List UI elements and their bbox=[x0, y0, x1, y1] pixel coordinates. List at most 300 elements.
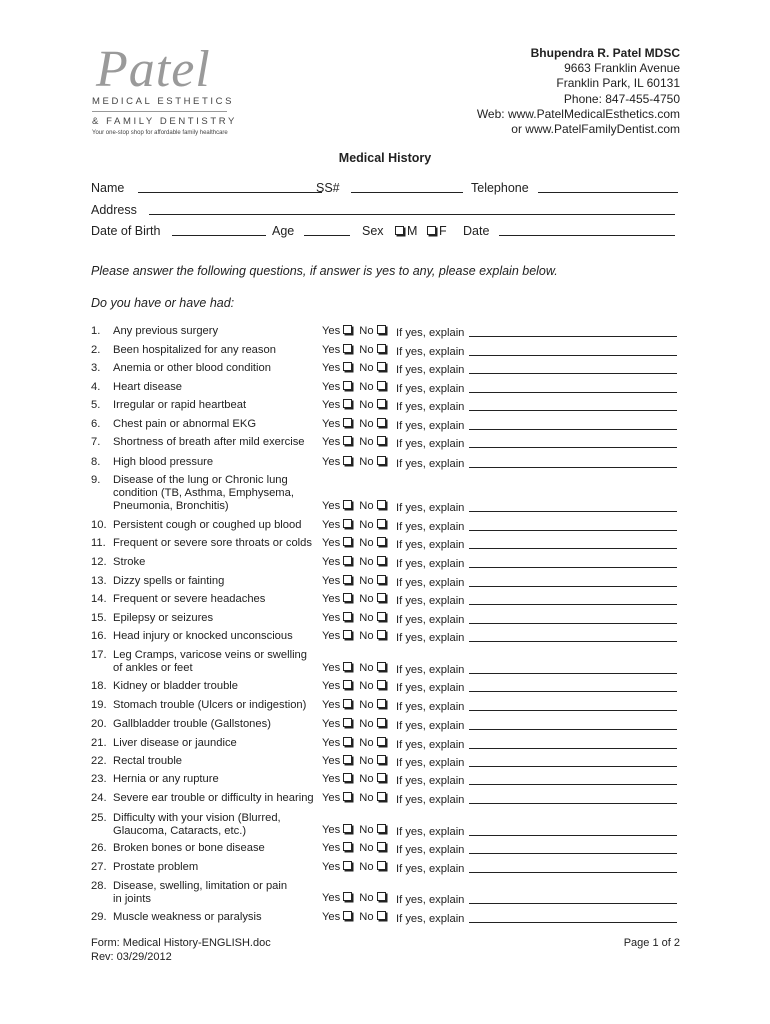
explain-line[interactable] bbox=[469, 718, 677, 730]
no-label: No bbox=[359, 718, 374, 730]
yes-no-group bbox=[322, 842, 389, 855]
question-text: Prostate problem bbox=[113, 861, 199, 873]
explain-label: If yes, explain bbox=[396, 739, 465, 751]
footer-form-info bbox=[91, 937, 271, 964]
name-field[interactable] bbox=[91, 181, 322, 195]
explain-line[interactable] bbox=[469, 344, 677, 356]
no-checkbox[interactable] bbox=[377, 418, 386, 427]
question-number: 13. bbox=[91, 575, 107, 587]
question-number: 23. bbox=[91, 773, 107, 785]
yes-label: Yes bbox=[322, 381, 341, 393]
instructions: Please answer the following questions, if answer is yes to any, please explain below. bbox=[91, 264, 558, 278]
ss-field[interactable] bbox=[316, 181, 463, 195]
yes-no-group bbox=[322, 537, 389, 550]
yes-checkbox[interactable] bbox=[343, 325, 352, 334]
yes-label: Yes bbox=[322, 718, 341, 730]
question-number: 4. bbox=[91, 381, 101, 393]
yes-label: Yes bbox=[322, 699, 341, 711]
explain-field[interactable] bbox=[396, 861, 677, 876]
explain-line[interactable] bbox=[469, 436, 677, 448]
question-text: Shortness of breath after mild exercise bbox=[113, 436, 305, 448]
no-label: No bbox=[359, 630, 374, 642]
explain-field[interactable] bbox=[396, 325, 677, 340]
question-text: Heart disease bbox=[113, 381, 183, 393]
age-label: Age bbox=[272, 224, 295, 238]
question-number: 6. bbox=[91, 418, 101, 430]
question-text: Stroke bbox=[113, 556, 146, 568]
no-checkbox[interactable] bbox=[377, 344, 386, 353]
question-number: 8. bbox=[91, 456, 101, 468]
explain-field[interactable] bbox=[396, 556, 677, 571]
question-text: Irregular or rapid heartbeat bbox=[113, 399, 247, 411]
ss-line[interactable] bbox=[351, 181, 463, 193]
footer-page-number: Page 1 of 2 bbox=[623, 937, 680, 949]
yes-checkbox[interactable] bbox=[343, 500, 352, 509]
no-checkbox[interactable] bbox=[377, 755, 386, 764]
question-number: 22. bbox=[91, 755, 107, 767]
explain-line[interactable] bbox=[469, 593, 677, 605]
no-checkbox[interactable] bbox=[377, 662, 386, 671]
explain-label: If yes, explain bbox=[396, 757, 465, 769]
yes-no-group bbox=[322, 630, 389, 643]
yes-checkbox[interactable] bbox=[343, 911, 352, 920]
question-text: Rectal trouble bbox=[113, 755, 183, 767]
age-field[interactable] bbox=[272, 224, 350, 238]
explain-line[interactable] bbox=[469, 699, 677, 711]
yes-no-group bbox=[322, 792, 389, 805]
no-checkbox[interactable] bbox=[377, 612, 386, 621]
yes-checkbox[interactable] bbox=[343, 861, 352, 870]
no-checkbox[interactable] bbox=[377, 399, 386, 408]
dob-line[interactable] bbox=[172, 224, 266, 236]
no-checkbox[interactable] bbox=[377, 325, 386, 334]
explain-label: If yes, explain bbox=[396, 558, 465, 570]
yes-label: Yes bbox=[322, 792, 341, 804]
question-number: 10. bbox=[91, 519, 107, 531]
yes-no-group bbox=[322, 519, 389, 532]
explain-label: If yes, explain bbox=[396, 632, 465, 644]
explain-field[interactable] bbox=[396, 456, 677, 471]
yes-label: Yes bbox=[322, 500, 341, 512]
no-label: No bbox=[359, 892, 374, 904]
no-label: No bbox=[359, 537, 374, 549]
no-checkbox[interactable] bbox=[377, 381, 386, 390]
no-checkbox[interactable] bbox=[377, 593, 386, 602]
explain-label: If yes, explain bbox=[396, 502, 465, 514]
question-text: Severe ear trouble or difficulty in hearing bbox=[113, 792, 314, 804]
explain-field[interactable] bbox=[396, 399, 677, 414]
explain-label: If yes, explain bbox=[396, 794, 465, 806]
yes-checkbox[interactable] bbox=[343, 456, 352, 465]
question-number: 1. bbox=[91, 325, 101, 337]
footer-revision: Rev: 03/29/2012 bbox=[91, 950, 172, 963]
yes-checkbox[interactable] bbox=[343, 773, 352, 782]
no-label: No bbox=[359, 593, 374, 605]
explain-field[interactable] bbox=[396, 519, 677, 534]
yes-label: Yes bbox=[322, 773, 341, 785]
explain-line[interactable] bbox=[469, 362, 677, 374]
question-text: Head injury or knocked unconscious bbox=[113, 630, 293, 642]
yes-no-group bbox=[322, 436, 389, 449]
question-text: Epilepsy or seizures bbox=[113, 612, 214, 624]
no-checkbox[interactable] bbox=[377, 892, 386, 901]
explain-field[interactable] bbox=[396, 418, 677, 433]
no-label: No bbox=[359, 792, 374, 804]
name-label: Name bbox=[91, 181, 125, 195]
no-label: No bbox=[359, 519, 374, 531]
yes-no-group bbox=[322, 718, 389, 731]
explain-field[interactable] bbox=[396, 792, 677, 807]
explain-line[interactable] bbox=[469, 556, 677, 568]
date-field[interactable] bbox=[463, 224, 675, 238]
yes-no-group bbox=[322, 911, 389, 924]
explain-line[interactable] bbox=[469, 861, 677, 873]
yes-no-group bbox=[322, 456, 389, 469]
no-checkbox[interactable] bbox=[377, 824, 386, 833]
address-label: Address bbox=[91, 203, 137, 217]
explain-label: If yes, explain bbox=[396, 664, 465, 676]
explain-label: If yes, explain bbox=[396, 595, 465, 607]
yes-label: Yes bbox=[322, 911, 341, 923]
question-number: 25. bbox=[91, 812, 107, 824]
explain-line[interactable] bbox=[469, 662, 677, 674]
yes-no-group bbox=[322, 381, 389, 394]
no-checkbox[interactable] bbox=[377, 436, 386, 445]
yes-checkbox[interactable] bbox=[343, 718, 352, 727]
explain-label: If yes, explain bbox=[396, 327, 465, 339]
no-checkbox[interactable] bbox=[377, 537, 386, 546]
yes-label: Yes bbox=[322, 456, 341, 468]
yes-no-group bbox=[322, 399, 389, 412]
explain-label: If yes, explain bbox=[396, 614, 465, 626]
explain-field[interactable] bbox=[396, 381, 677, 396]
no-label: No bbox=[359, 575, 374, 587]
yes-checkbox[interactable] bbox=[343, 662, 352, 671]
no-checkbox[interactable] bbox=[377, 773, 386, 782]
no-checkbox[interactable] bbox=[377, 861, 386, 870]
explain-field[interactable] bbox=[396, 755, 677, 770]
yes-label: Yes bbox=[322, 556, 341, 568]
no-label: No bbox=[359, 737, 374, 749]
explain-field[interactable] bbox=[396, 612, 677, 627]
explain-line[interactable] bbox=[469, 519, 677, 531]
address-field[interactable] bbox=[91, 203, 675, 217]
yes-checkbox[interactable] bbox=[343, 737, 352, 746]
explain-line[interactable] bbox=[469, 755, 677, 767]
yes-label: Yes bbox=[322, 737, 341, 749]
question-number: 12. bbox=[91, 556, 107, 568]
explain-label: If yes, explain bbox=[396, 420, 465, 432]
yes-checkbox[interactable] bbox=[343, 824, 352, 833]
no-label: No bbox=[359, 325, 374, 337]
explain-field[interactable] bbox=[396, 537, 677, 552]
question-number: 3. bbox=[91, 362, 101, 374]
explain-line[interactable] bbox=[469, 418, 677, 430]
explain-label: If yes, explain bbox=[396, 913, 465, 925]
no-checkbox[interactable] bbox=[377, 699, 386, 708]
no-checkbox[interactable] bbox=[377, 456, 386, 465]
yes-no-group bbox=[322, 737, 389, 750]
explain-label: If yes, explain bbox=[396, 863, 465, 875]
no-label: No bbox=[359, 699, 374, 711]
sex-m-checkbox[interactable] bbox=[395, 226, 404, 235]
yes-no-group bbox=[322, 362, 389, 375]
question-text: Difficulty with your vision (Blurred, Glaucoma, Cataracts, etc.) bbox=[113, 812, 281, 837]
yes-label: Yes bbox=[322, 861, 341, 873]
no-checkbox[interactable] bbox=[377, 556, 386, 565]
question-text: Liver disease or jaundice bbox=[113, 737, 237, 749]
explain-line[interactable] bbox=[469, 325, 677, 337]
explain-label: If yes, explain bbox=[396, 894, 465, 906]
explain-field[interactable] bbox=[396, 575, 677, 590]
no-checkbox[interactable] bbox=[377, 500, 386, 509]
explain-label: If yes, explain bbox=[396, 775, 465, 787]
no-label: No bbox=[359, 344, 374, 356]
no-label: No bbox=[359, 662, 374, 674]
question-text: Frequent or severe headaches bbox=[113, 593, 266, 605]
yes-checkbox[interactable] bbox=[343, 680, 352, 689]
footer-form-name: Form: Medical History-ENGLISH.doc bbox=[91, 937, 271, 949]
question-number: 18. bbox=[91, 680, 107, 692]
explain-label: If yes, explain bbox=[396, 346, 465, 358]
telephone-label: Telephone bbox=[471, 181, 529, 195]
explain-field[interactable] bbox=[396, 662, 677, 677]
yes-checkbox[interactable] bbox=[343, 892, 352, 901]
question-number: 7. bbox=[91, 436, 101, 448]
yes-checkbox[interactable] bbox=[343, 436, 352, 445]
yes-no-group bbox=[322, 575, 389, 588]
explain-field[interactable] bbox=[396, 842, 677, 857]
yes-label: Yes bbox=[322, 680, 341, 692]
question-text: Kidney or bladder trouble bbox=[113, 680, 239, 692]
practice-web-2: or www.PatelFamilyDentist.com bbox=[511, 122, 680, 137]
explain-line[interactable] bbox=[469, 575, 677, 587]
question-text: Been hospitalized for any reason bbox=[113, 344, 276, 356]
sex-label: Sex bbox=[362, 224, 384, 238]
no-checkbox[interactable] bbox=[377, 519, 386, 528]
yes-no-group bbox=[322, 612, 389, 625]
question-number: 28. bbox=[91, 880, 107, 892]
logo-divider bbox=[92, 111, 227, 112]
no-label: No bbox=[359, 362, 374, 374]
yes-no-group bbox=[322, 500, 389, 513]
question-text: Dizzy spells or fainting bbox=[113, 575, 225, 587]
yes-no-group bbox=[322, 824, 389, 837]
explain-line[interactable] bbox=[469, 456, 677, 468]
no-label: No bbox=[359, 612, 374, 624]
dob-label: Date of Birth bbox=[91, 224, 161, 238]
yes-checkbox[interactable] bbox=[343, 362, 352, 371]
no-checkbox[interactable] bbox=[377, 911, 386, 920]
no-label: No bbox=[359, 500, 374, 512]
explain-label: If yes, explain bbox=[396, 701, 465, 713]
explain-field[interactable] bbox=[396, 737, 677, 752]
yes-no-group bbox=[322, 861, 389, 874]
no-checkbox[interactable] bbox=[377, 680, 386, 689]
age-line[interactable] bbox=[304, 224, 350, 236]
explain-line[interactable] bbox=[469, 500, 677, 512]
no-checkbox[interactable] bbox=[377, 630, 386, 639]
no-label: No bbox=[359, 418, 374, 430]
yes-label: Yes bbox=[322, 344, 341, 356]
telephone-line[interactable] bbox=[538, 181, 678, 193]
explain-label: If yes, explain bbox=[396, 682, 465, 694]
no-label: No bbox=[359, 824, 374, 836]
explain-label: If yes, explain bbox=[396, 577, 465, 589]
no-label: No bbox=[359, 842, 374, 854]
explain-field[interactable] bbox=[396, 593, 677, 608]
question-number: 24. bbox=[91, 792, 107, 804]
yes-label: Yes bbox=[322, 842, 341, 854]
practice-info bbox=[477, 46, 680, 137]
question-text: Leg Cramps, varicose veins or swelling of ankles or feet bbox=[113, 649, 307, 674]
question-number: 20. bbox=[91, 718, 107, 730]
explain-label: If yes, explain bbox=[396, 521, 465, 533]
question-number: 17. bbox=[91, 649, 107, 661]
explain-line[interactable] bbox=[469, 630, 677, 642]
explain-field[interactable] bbox=[396, 680, 677, 695]
explain-field[interactable] bbox=[396, 892, 677, 907]
yes-no-group bbox=[322, 556, 389, 569]
yes-label: Yes bbox=[322, 537, 341, 549]
yes-checkbox[interactable] bbox=[343, 537, 352, 546]
question-number: 26. bbox=[91, 842, 107, 854]
explain-label: If yes, explain bbox=[396, 458, 465, 470]
address-line[interactable] bbox=[149, 203, 675, 215]
yes-label: Yes bbox=[322, 662, 341, 674]
explain-label: If yes, explain bbox=[396, 826, 465, 838]
logo-line-1: MEDICAL ESTHETICS bbox=[92, 96, 235, 107]
explain-field[interactable] bbox=[396, 773, 677, 788]
explain-line[interactable] bbox=[469, 537, 677, 549]
explain-line[interactable] bbox=[469, 612, 677, 624]
practice-name: Bhupendra R. Patel MDSC bbox=[530, 46, 680, 60]
yes-checkbox[interactable] bbox=[343, 381, 352, 390]
telephone-field[interactable] bbox=[471, 181, 678, 195]
yes-checkbox[interactable] bbox=[343, 418, 352, 427]
explain-field[interactable] bbox=[396, 362, 677, 377]
yes-checkbox[interactable] bbox=[343, 792, 352, 801]
practice-web: Web: www.PatelMedicalEsthetics.com bbox=[476, 106, 680, 121]
explain-field[interactable] bbox=[396, 699, 677, 714]
no-label: No bbox=[359, 381, 374, 393]
explain-field[interactable] bbox=[396, 718, 677, 733]
yes-checkbox[interactable] bbox=[343, 344, 352, 353]
question-number: 14. bbox=[91, 593, 107, 605]
name-line[interactable] bbox=[138, 181, 322, 193]
question-text: Muscle weakness or paralysis bbox=[113, 911, 262, 923]
no-label: No bbox=[359, 773, 374, 785]
explain-field[interactable] bbox=[396, 344, 677, 359]
practice-logo bbox=[90, 41, 237, 136]
question-text: Chest pain or abnormal EKG bbox=[113, 418, 257, 430]
sex-f-checkbox[interactable] bbox=[427, 226, 436, 235]
logo-line-2: & FAMILY DENTISTRY bbox=[92, 116, 237, 127]
no-checkbox[interactable] bbox=[377, 362, 386, 371]
question-text: Frequent or severe sore throats or colds bbox=[113, 537, 312, 549]
yes-checkbox[interactable] bbox=[343, 842, 352, 851]
practice-phone: Phone: 847-455-4750 bbox=[563, 91, 680, 106]
question-number: 21. bbox=[91, 737, 107, 749]
question-text: Disease of the lung or Chronic lung condition (TB, Asthma, Emphysema, Pneumonia, Bronchitis) bbox=[113, 474, 294, 512]
explain-line[interactable] bbox=[469, 399, 677, 411]
question-text: Hernia or any rupture bbox=[113, 773, 219, 785]
explain-line[interactable] bbox=[469, 842, 677, 854]
explain-line[interactable] bbox=[469, 680, 677, 692]
no-checkbox[interactable] bbox=[377, 737, 386, 746]
date-label: Date bbox=[463, 224, 490, 238]
explain-field[interactable] bbox=[396, 911, 677, 926]
question-text: Persistent cough or coughed up blood bbox=[113, 519, 302, 531]
no-checkbox[interactable] bbox=[377, 792, 386, 801]
explain-field[interactable] bbox=[396, 500, 677, 515]
question-text: Stomach trouble (Ulcers or indigestion) bbox=[113, 699, 307, 711]
yes-no-group bbox=[322, 418, 389, 431]
date-line[interactable] bbox=[499, 224, 675, 236]
yes-no-group bbox=[322, 680, 389, 693]
explain-line[interactable] bbox=[469, 911, 677, 923]
explain-field[interactable] bbox=[396, 630, 677, 645]
yes-checkbox[interactable] bbox=[343, 556, 352, 565]
explain-line[interactable] bbox=[469, 381, 677, 393]
yes-label: Yes bbox=[322, 362, 341, 374]
question-text: Disease, swelling, limitation or pain in joints bbox=[113, 880, 288, 905]
explain-label: If yes, explain bbox=[396, 364, 465, 376]
no-label: No bbox=[359, 456, 374, 468]
explain-line[interactable] bbox=[469, 792, 677, 804]
form-title: Medical History bbox=[338, 151, 432, 165]
explain-line[interactable] bbox=[469, 737, 677, 749]
explain-line[interactable] bbox=[469, 773, 677, 785]
logo-tagline: Your one-stop shop for affordable family healthcare bbox=[92, 130, 228, 136]
yes-label: Yes bbox=[322, 612, 341, 624]
explain-line[interactable] bbox=[469, 892, 677, 904]
yes-checkbox[interactable] bbox=[343, 399, 352, 408]
yes-label: Yes bbox=[322, 755, 341, 767]
question-number: 15. bbox=[91, 612, 107, 624]
logo-wordmark: Patel bbox=[96, 41, 211, 98]
yes-no-group bbox=[322, 662, 389, 675]
explain-label: If yes, explain bbox=[396, 720, 465, 732]
yes-checkbox[interactable] bbox=[343, 755, 352, 764]
no-checkbox[interactable] bbox=[377, 575, 386, 584]
yes-label: Yes bbox=[322, 593, 341, 605]
yes-checkbox[interactable] bbox=[343, 630, 352, 639]
sex-f-label: F bbox=[438, 224, 447, 238]
no-checkbox[interactable] bbox=[377, 718, 386, 727]
explain-field[interactable] bbox=[396, 824, 677, 839]
dob-field[interactable] bbox=[91, 224, 266, 238]
yes-no-group bbox=[322, 892, 389, 905]
yes-label: Yes bbox=[322, 436, 341, 448]
no-checkbox[interactable] bbox=[377, 842, 386, 851]
yes-checkbox[interactable] bbox=[343, 519, 352, 528]
no-label: No bbox=[359, 755, 374, 767]
yes-checkbox[interactable] bbox=[343, 593, 352, 602]
question-number: 2. bbox=[91, 344, 101, 356]
yes-no-group bbox=[322, 325, 389, 338]
yes-label: Yes bbox=[322, 399, 341, 411]
explain-field[interactable] bbox=[396, 436, 677, 451]
yes-checkbox[interactable] bbox=[343, 612, 352, 621]
yes-checkbox[interactable] bbox=[343, 699, 352, 708]
practice-address-1: 9663 Franklin Avenue bbox=[564, 61, 680, 76]
explain-label: If yes, explain bbox=[396, 539, 465, 551]
sex-field bbox=[362, 224, 447, 238]
explain-line[interactable] bbox=[469, 824, 677, 836]
question-number: 16. bbox=[91, 630, 107, 642]
yes-checkbox[interactable] bbox=[343, 575, 352, 584]
